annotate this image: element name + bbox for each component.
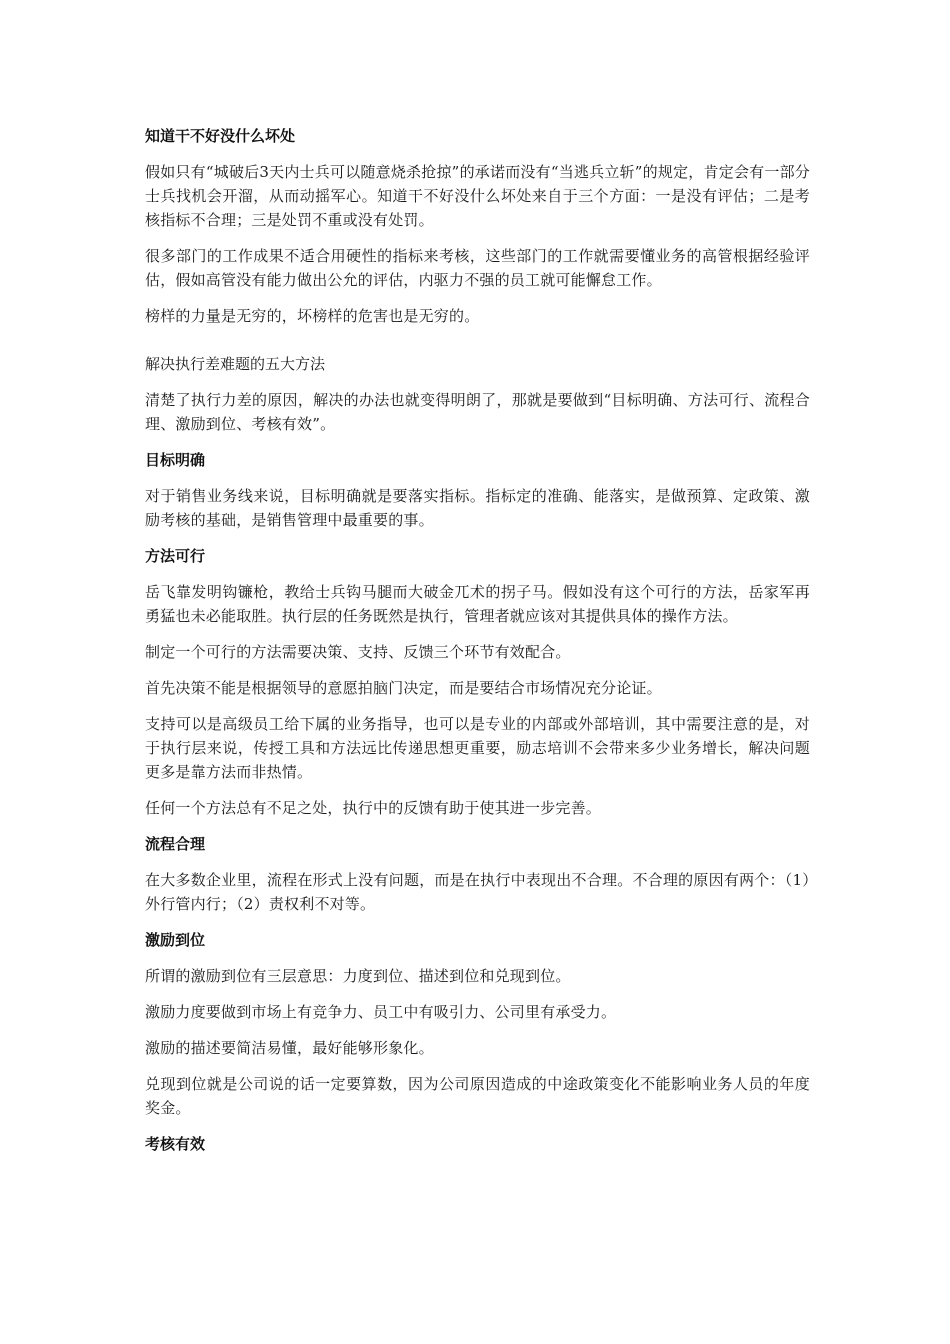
paragraph: 清楚了执行力差的原因，解决的办法也就变得明朗了，那就是要做到“目标明确、方法可行、流程合理、激励到位、考核有效”。 [145,391,810,433]
paragraph: 兑现到位就是公司说的话一定要算数，因为公司原因造成的中途政策变化不能影响业务人员的年度奖金。 [145,1075,810,1117]
paragraph: 任何一个方法总有不足之处，执行中的反馈有助于使其进一步完善。 [145,799,602,817]
paragraph: 制定一个可行的方法需要决策、支持、反馈三个环节有效配合。 [145,643,571,661]
paragraph: 榜样的力量是无穷的，坏榜样的危害也是无穷的。 [145,307,480,325]
paragraph: 在大多数企业里，流程在形式上没有问题，而是在执行中表现出不合理。不合理的原因有两个：（1）外行管内行；（2）责权利不对等。 [145,871,810,913]
paragraph: 对于销售业务线来说，目标明确就是要落实指标。指标定的准确、能落实，是做预算、定政策、激励考核的基础，是销售管理中最重要的事。 [145,487,810,529]
section-heading-effective-assessment: 考核有效 [145,1135,206,1153]
section-heading-reasonable-process: 流程合理 [145,835,206,853]
section-heading-clear-goals: 目标明确 [145,451,206,469]
paragraph: 支持可以是高级员工给下属的业务指导，也可以是专业的内部或外部培训，其中需要注意的是，对于执行层来说，传授工具和方法远比传递思想更重要，励志培训不会带来多少业务增长，解决问题更多是靠方法而非热情。 [145,715,810,781]
section-heading-incentives: 激励到位 [145,931,206,949]
paragraph: 假如只有“城破后3天内士兵可以随意烧杀抢掠”的承诺而没有“当逃兵立斩”的规定，肯定会有一部分士兵找机会开溜，从而动摇军心。知道干不好没什么坏处来自于三个方面：一是没有评估；二是考核指标不合理；三是处罚不重或没有处罚。 [145,163,810,229]
paragraph: 首先决策不能是根据领导的意愿拍脑门决定，而是要结合市场情况充分论证。 [145,679,662,697]
paragraph: 所谓的激励到位有三层意思：力度到位、描述到位和兑现到位。 [145,967,571,985]
paragraph: 岳飞靠发明钩镰枪，教给士兵钩马腿而大破金兀术的拐子马。假如没有这个可行的方法，岳家军再勇猛也未必能取胜。执行层的任务既然是执行，管理者就应该对其提供具体的操作方法。 [145,583,810,625]
section-heading-five-methods: 解决执行差难题的五大方法 [145,355,326,373]
paragraph: 激励的描述要简洁易懂，最好能够形象化。 [145,1039,434,1057]
paragraph: 激励力度要做到市场上有竞争力、员工中有吸引力、公司里有承受力。 [145,1003,617,1021]
paragraph: 很多部门的工作成果不适合用硬性的指标来考核，这些部门的工作就需要懂业务的高管根据经验评估，假如高管没有能力做出公允的评估，内驱力不强的员工就可能懈怠工作。 [145,247,810,289]
section-heading-no-downside: 知道干不好没什么坏处 [145,127,296,145]
document-page [145,124,810,1168]
section-heading-feasible-methods: 方法可行 [145,547,206,565]
